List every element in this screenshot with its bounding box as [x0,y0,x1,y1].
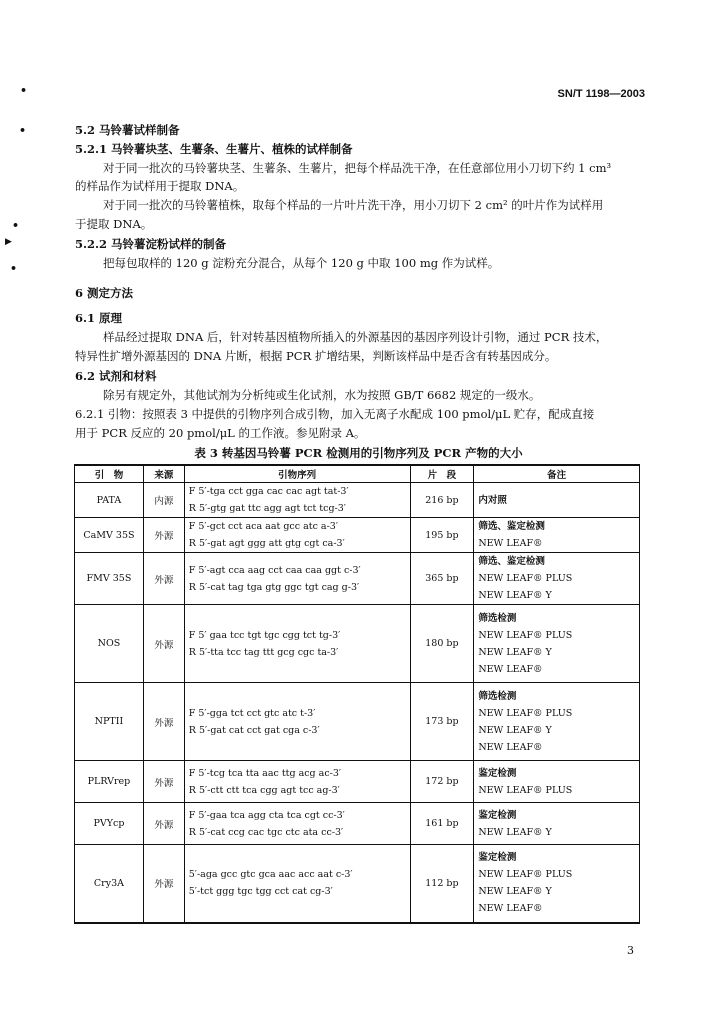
note-line: 鉴定检测 [478,767,517,779]
notes-cell [474,845,640,923]
primer-cell: PATA [75,483,144,518]
source-cell: 外源 [143,518,184,553]
paragraph-line: 除另有规定外，其他试剂为分析纯或生化试剂，水为按照 GB/T 6682 规定的一级水。 [103,388,541,402]
source-cell: 外源 [143,761,184,803]
primer-cell: Cry3A [75,845,144,923]
primer-table [74,464,640,924]
notes-cell [474,553,640,605]
size-cell: 195 bp [410,518,474,553]
subsection-heading: 6.1 原理 [75,311,123,325]
source-cell: 外源 [143,683,184,761]
note-line: NEW LEAF® PLUS [478,707,573,719]
sequence-cell [184,803,410,845]
sequence-line: F 5′-gaa tca agg cta tca cgt cc-3′ [188,809,345,821]
table-row [75,761,640,803]
sequence-line: F 5′-gct cct aca aat gcc atc a-3′ [188,521,338,532]
sequence-line: 5′-tct ggg tgc tgg cct cat cg-3′ [188,886,333,898]
paragraph-line: 对于同一批次的马铃薯植株，取每个样品的一片叶片洗干净，用小刀切下 2 cm² 的叶片作为试样用 [103,198,604,212]
table-row [75,605,640,683]
column-header: 来源 [143,465,184,483]
sequence-line: F 5′-tga cct gga cac cac agt tat-3′ [188,486,349,497]
source-cell: 外源 [143,605,184,683]
size-cell: 112 bp [410,845,474,923]
size-cell: 365 bp [410,553,474,605]
primer-cell: CaMV 35S [75,518,144,553]
note-line: NEW LEAF® Y [478,646,552,658]
sequence-line: F 5′-agt cca aag cct caa caa ggt c-3′ [188,564,361,576]
table-row [75,845,640,923]
primer-cell: PVYcp [75,803,144,845]
table-row [75,518,640,553]
paragraph-line: 样品经过提取 DNA 后，针对转基因植物所插入的外源基因的基因序列设计引物，通过 PCR 技术， [103,330,608,344]
note-line: 筛选检测 [478,612,517,624]
column-header: 片 段 [410,465,474,483]
note-line: 筛选、鉴定检测 [478,521,545,532]
primer-cell: NOS [75,605,144,683]
size-cell: 180 bp [410,605,474,683]
sequence-cell [184,483,410,518]
notes-cell [474,605,640,683]
subsection-heading: 5.2.2 马铃薯淀粉试样的制备 [75,237,227,251]
page-number: 3 [627,944,634,957]
margin-mark: • [19,124,27,137]
table-row [75,803,640,845]
note-line: NEW LEAF® PLUS [478,784,573,796]
section-heading: 6 测定方法 [75,286,134,300]
note-line: 内对照 [478,494,507,506]
paragraph-line: 的样品作为试样用于提取 DNA。 [75,179,245,193]
paragraph-line: 用于 PCR 反应的 20 pmol/μL 的工作液。参见附录 A。 [75,426,366,440]
source-cell: 外源 [143,803,184,845]
primer-cell: NPTII [75,683,144,761]
subsection-heading: 5.2.1 马铃薯块茎、生薯条、生薯片、植株的试样制备 [75,142,353,156]
notes-cell [474,761,640,803]
table-header-row [75,465,640,483]
paragraph-line: 于提取 DNA。 [75,217,153,231]
sequence-line: R 5′-cat tag tga gtg ggc tgt cag g-3′ [188,581,360,593]
primer-cell: PLRVrep [75,761,144,803]
sequence-line: 5′-aga gcc gtc gca aac acc aat c-3′ [188,869,353,881]
sequence-cell [184,518,410,553]
paragraph-line: 把每包取样的 120 g 淀粉充分混合，从每个 120 g 中取 100 mg 作为试样。 [103,256,500,270]
table-row [75,483,640,518]
sequence-line: R 5′-gat cat cct gat cga c-3′ [188,724,320,736]
note-line: 鉴定检测 [478,809,517,821]
size-cell: 161 bp [410,803,474,845]
note-line: NEW LEAF® PLUS [478,629,573,641]
size-cell: 216 bp [410,483,474,518]
note-line: 筛选、鉴定检测 [478,556,545,567]
note-line: NEW LEAF® PLUS [478,573,573,584]
sequence-line: F 5′-gga tct cct gtc atc t-3′ [188,707,316,719]
subsection-heading: 6.2 试剂和材料 [75,369,157,383]
source-cell: 内源 [143,483,184,518]
table-row [75,553,640,605]
margin-mark: • [20,84,28,97]
size-cell: 172 bp [410,761,474,803]
note-line: NEW LEAF® [478,741,543,753]
notes-cell [474,803,640,845]
paragraph-line: 对于同一批次的马铃薯块茎、生薯条、生薯片，把每个样品洗干净，在任意部位用小刀切下约 1 cm³ [103,161,612,175]
sequence-line: R 5′-cat ccg cac tgc ctc ata cc-3′ [188,826,344,838]
sequence-cell [184,761,410,803]
size-cell: 173 bp [410,683,474,761]
note-line: NEW LEAF® Y [478,826,552,838]
column-header: 备注 [474,465,640,483]
paragraph-line: 特异性扩增外源基因的 DNA 片断，根据 PCR 扩增结果，判断该样品中是否含有转基因成分。 [75,349,557,363]
primer-cell: FMV 35S [75,553,144,605]
margin-mark: • [12,219,20,232]
notes-cell [474,683,640,761]
sequence-cell [184,683,410,761]
note-line: NEW LEAF® Y [478,724,552,736]
margin-mark: ▶ [5,237,12,247]
sequence-line: F 5′ gaa tcc tgt tgc cgg tct tg-3′ [188,629,341,641]
sequence-cell [184,845,410,923]
note-line: NEW LEAF® [478,663,543,675]
note-line: NEW LEAF® [478,903,543,915]
notes-cell [474,483,640,518]
sequence-line: R 5′-ctt ctt tca cgg agt tcc ag-3′ [188,784,340,796]
note-line: 筛选检测 [478,690,517,702]
notes-cell [474,518,640,553]
note-line: NEW LEAF® Y [478,886,552,898]
sequence-cell [184,553,410,605]
table-row [75,683,640,761]
paragraph-line: 6.2.1 引物：按照表 3 中提供的引物序列合成引物，加入无离子水配成 100 pmol/μL 贮存，配成直接 [75,407,595,421]
sequence-line: R 5′-gat agt ggg att gtg cgt ca-3′ [188,538,345,549]
source-cell: 外源 [143,845,184,923]
section-heading: 5.2 马铃薯试样制备 [75,123,180,137]
table-caption: 表 3 转基因马铃薯 PCR 检测用的引物序列及 PCR 产物的大小 [194,446,523,460]
table-body [75,483,640,923]
note-line: NEW LEAF® Y [478,590,552,601]
sequence-line: R 5′-tta tcc tag ttt gcg cgc ta-3′ [188,646,339,658]
margin-mark: • [10,262,18,275]
note-line: 鉴定检测 [478,852,517,864]
note-line: NEW LEAF® [478,538,543,549]
column-header: 引 物 [75,465,144,483]
sequence-line: R 5′-gtg gat ttc agg agt tct tcg-3′ [188,503,346,514]
note-line: NEW LEAF® PLUS [478,869,573,881]
sequence-line: F 5′-tcg tca tta aac ttg acg ac-3′ [188,767,342,779]
source-cell: 外源 [143,553,184,605]
sequence-cell [184,605,410,683]
standard-code: SN/T 1198—2003 [557,88,645,100]
column-header: 引物序列 [184,465,410,483]
